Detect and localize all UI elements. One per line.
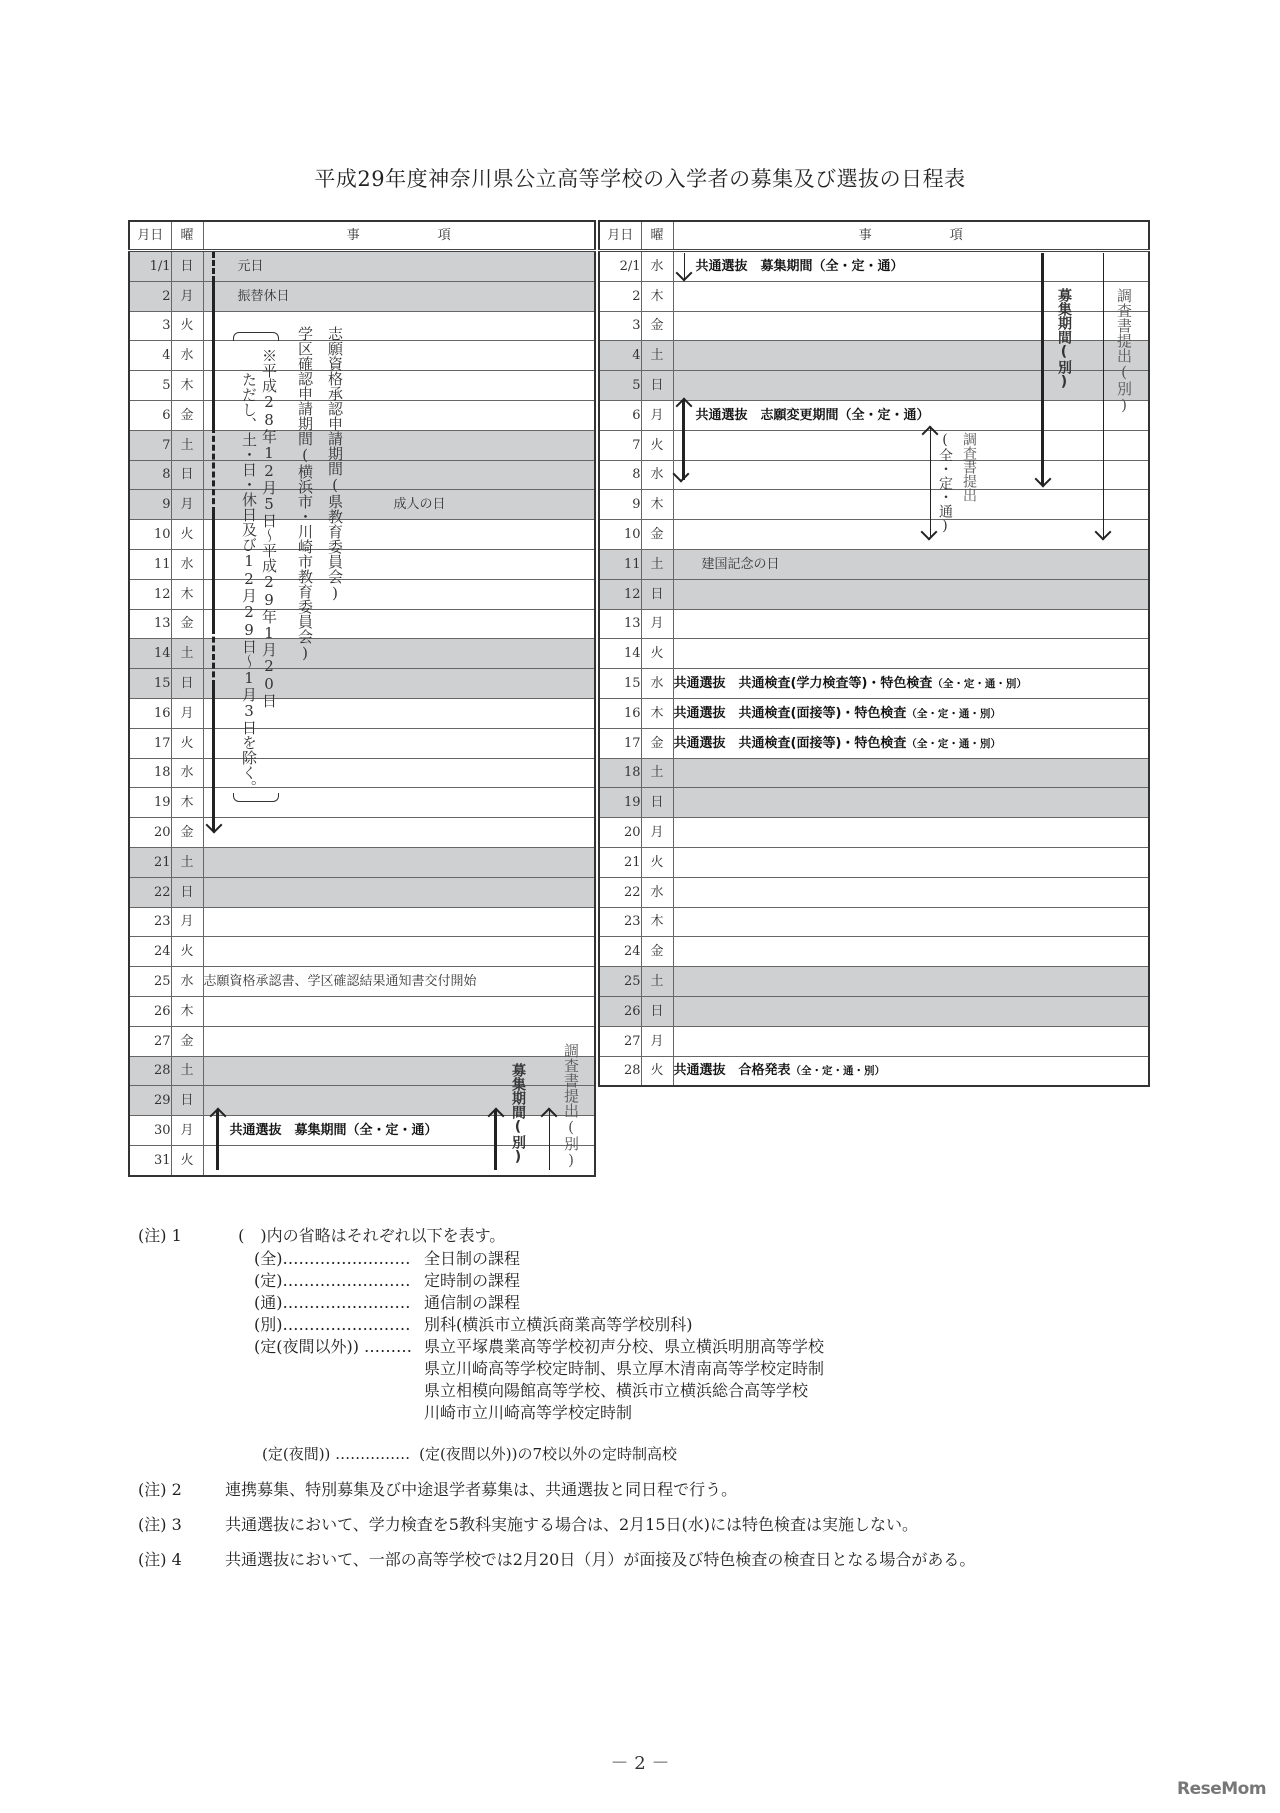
weekday-cell: 土	[171, 847, 203, 877]
table-row	[599, 1026, 1149, 1056]
weekday-cell: 水	[171, 758, 203, 788]
event-cell	[673, 549, 1149, 579]
table-row	[129, 698, 595, 728]
event-cell	[673, 371, 1149, 401]
table-row	[599, 877, 1149, 907]
header-date: 月日	[129, 221, 171, 251]
event-cell	[203, 758, 595, 788]
event-text: 共通選抜 合格発表	[673, 1063, 791, 1079]
note-4-label: (注) 4	[138, 1550, 182, 1569]
chosasho-betsu-arrow-down-icon	[1103, 253, 1104, 538]
table-header	[129, 221, 595, 251]
date-cell: 25	[129, 967, 171, 997]
date-cell: 9	[129, 490, 171, 520]
weekday-cell: 木	[171, 996, 203, 1026]
weekday-cell: 火	[641, 1056, 673, 1086]
weekday-cell: 金	[171, 609, 203, 639]
date-cell: 7	[129, 430, 171, 460]
weekday-cell: 木	[171, 371, 203, 401]
period-dashed-line	[212, 252, 215, 282]
course-suffix: （全・定・通・別）	[790, 1065, 886, 1078]
table-row	[129, 758, 595, 788]
jan-exclusion-note: ただし、土・日・休日及び12月29日〜1月3日を除く。	[240, 372, 258, 795]
date-cell: 21	[129, 847, 171, 877]
abbreviation-row	[254, 1290, 520, 1313]
resemom-logo: ReseMom	[1177, 1779, 1267, 1799]
date-cell: 4	[599, 341, 641, 371]
weekday-cell: 土	[171, 1056, 203, 1086]
event-cell	[673, 490, 1149, 520]
date-cell: 7	[599, 430, 641, 460]
event-cell	[673, 758, 1149, 788]
event-cell	[673, 937, 1149, 967]
event-text: 共通選抜 志願変更期間（全・定・通）	[695, 407, 930, 423]
event-text: 振替休日	[237, 288, 290, 304]
table-row	[599, 609, 1149, 639]
weekday-cell: 日	[641, 579, 673, 609]
weekday-cell: 火	[171, 1145, 203, 1175]
event-cell	[203, 996, 595, 1026]
jan-period-dates: ※平成28年12月5日〜平成29年1月20日	[260, 348, 278, 708]
january-rows	[129, 251, 595, 1176]
date-cell: 2	[599, 281, 641, 311]
date-cell: 5	[129, 371, 171, 401]
event-text: 共通選抜 共通検査(面接等)・特色検査	[673, 735, 907, 751]
abbr-value: (定(夜間以外))の7校以外の定時制高校	[419, 1445, 678, 1463]
header-event: 事 項	[203, 221, 595, 251]
event-cell	[203, 1145, 595, 1175]
abbreviation-row	[254, 1268, 520, 1291]
note-1-text: ( )内の省略はそれぞれ以下を表す。	[238, 1226, 506, 1245]
table-row	[599, 907, 1149, 937]
event-cell	[673, 579, 1149, 609]
abbr-key: (定(夜間)) ……………	[262, 1445, 411, 1463]
weekday-cell: 金	[171, 1026, 203, 1056]
table-row	[129, 371, 595, 401]
table-row	[599, 728, 1149, 758]
date-cell: 24	[129, 937, 171, 967]
table-row	[129, 967, 595, 997]
bosyu-betsu-arrow-up-icon	[494, 1110, 497, 1170]
feb-bosyu-betsu-label: 募集期間(別)	[1056, 288, 1072, 390]
abbreviation-continuation: 県立相模向陽館高等学校、横浜市立横浜総合高等学校	[424, 1381, 809, 1400]
feb-chosasho-title: 調査書提出	[961, 432, 977, 502]
event-cell	[673, 251, 1149, 282]
date-cell: 29	[129, 1086, 171, 1116]
table-row	[129, 460, 595, 490]
date-cell: 18	[599, 758, 641, 788]
note-4-text: 共通選抜において、一部の高等学校では2月20日（月）が面接及び特色検査の検査日となる場合がある。	[225, 1550, 976, 1569]
weekday-cell: 日	[171, 1086, 203, 1116]
table-row	[599, 996, 1149, 1026]
table-row	[129, 1026, 595, 1056]
weekday-cell: 水	[641, 877, 673, 907]
brace-top	[233, 332, 279, 341]
weekday-cell: 日	[171, 877, 203, 907]
date-cell: 11	[129, 549, 171, 579]
date-cell: 16	[129, 698, 171, 728]
date-cell: 6	[129, 400, 171, 430]
event-cell	[673, 341, 1149, 371]
header-weekday: 曜	[641, 221, 673, 251]
period-arrow-down-icon	[212, 686, 215, 831]
weekday-cell: 木	[641, 698, 673, 728]
date-cell: 15	[599, 669, 641, 699]
chosasho-betsu-arrow-up-icon	[549, 1110, 550, 1170]
date-cell: 13	[599, 609, 641, 639]
table-row	[129, 520, 595, 550]
weekday-cell: 日	[171, 460, 203, 490]
event-cell	[673, 967, 1149, 997]
table-row	[599, 937, 1149, 967]
date-cell: 28	[129, 1056, 171, 1086]
weekday-cell: 金	[641, 520, 673, 550]
table-row	[129, 818, 595, 848]
date-cell: 5	[599, 371, 641, 401]
weekday-cell: 月	[171, 1116, 203, 1146]
weekday-cell: 月	[641, 818, 673, 848]
abbr-value: 通信制の課程	[424, 1293, 521, 1312]
table-row	[599, 788, 1149, 818]
event-text: 成人の日	[393, 497, 446, 513]
date-cell: 27	[129, 1026, 171, 1056]
table-row	[599, 520, 1149, 550]
table-row	[129, 996, 595, 1026]
course-suffix: （全・定・通・別）	[906, 737, 1001, 750]
date-cell: 23	[129, 907, 171, 937]
abbr-value: 全日制の課程	[424, 1249, 521, 1268]
weekday-cell: 月	[641, 400, 673, 430]
weekday-cell: 月	[171, 698, 203, 728]
table-row	[129, 907, 595, 937]
date-cell: 3	[129, 311, 171, 341]
weekday-cell: 火	[641, 639, 673, 669]
event-cell	[203, 907, 595, 937]
date-cell: 26	[129, 996, 171, 1026]
event-cell	[203, 937, 595, 967]
weekday-cell: 火	[171, 520, 203, 550]
feb-chosasho-course: (全・定・通)	[937, 432, 953, 534]
table-row	[599, 579, 1149, 609]
period-dashed-line	[212, 628, 215, 686]
event-cell	[673, 818, 1149, 848]
table-row	[129, 251, 595, 282]
weekday-cell: 水	[641, 669, 673, 699]
date-cell: 31	[129, 1145, 171, 1175]
date-cell: 17	[129, 728, 171, 758]
jan-gakku-label: 学区確認申請期間(横浜市・川崎市教育委員会)	[296, 326, 314, 662]
date-cell: 8	[129, 460, 171, 490]
abbr-key: (定(夜間以外)) ………	[254, 1337, 413, 1356]
date-cell: 6	[599, 400, 641, 430]
table-row	[599, 967, 1149, 997]
weekday-cell: 月	[171, 907, 203, 937]
event-cell	[203, 1056, 595, 1086]
event-cell	[673, 996, 1149, 1026]
abbreviation-row	[254, 1334, 824, 1357]
event-cell	[673, 639, 1149, 669]
table-row	[599, 698, 1149, 728]
event-cell	[673, 907, 1149, 937]
date-cell: 23	[599, 907, 641, 937]
weekday-cell: 日	[171, 669, 203, 699]
chosasho-arrow-up-icon	[930, 428, 931, 538]
weekday-cell: 土	[171, 430, 203, 460]
note-3-text: 共通選抜において、学力検査を5教科実施する場合は、2月15日(水)には特色検査は実施しない。	[225, 1515, 918, 1534]
jan-chosasho-betsu-label: 調査書提出(別)	[562, 1043, 580, 1169]
date-cell: 18	[129, 758, 171, 788]
weekday-cell: 月	[641, 1026, 673, 1056]
date-cell: 22	[129, 877, 171, 907]
date-cell: 11	[599, 549, 641, 579]
event-cell	[203, 877, 595, 907]
table-row	[599, 490, 1149, 520]
date-cell: 20	[129, 818, 171, 848]
abbr-value: 定時制の課程	[424, 1271, 521, 1290]
weekday-cell: 日	[171, 251, 203, 282]
period-dashed-line	[212, 427, 215, 513]
abbreviation-continuation: 川崎市立川崎高等学校定時制	[424, 1403, 633, 1422]
date-cell: 14	[599, 639, 641, 669]
date-cell: 30	[129, 1116, 171, 1146]
table-header	[599, 221, 1149, 251]
event-cell	[203, 847, 595, 877]
jan-shigan-label: 志願資格承認申請期間(県教育委員会)	[326, 326, 344, 602]
event-cell	[673, 609, 1149, 639]
weekday-cell: 金	[641, 728, 673, 758]
date-cell: 20	[599, 818, 641, 848]
event-cell	[673, 698, 1149, 728]
weekday-cell: 火	[641, 847, 673, 877]
header-weekday: 曜	[171, 221, 203, 251]
date-cell: 9	[599, 490, 641, 520]
event-text: 元日	[237, 258, 264, 274]
feb-chosasho-betsu-label: 調査書提出(別)	[1115, 288, 1133, 414]
event-cell	[673, 520, 1149, 550]
event-text: 共通選抜 募集期間（全・定・通）	[229, 1123, 438, 1138]
event-cell	[203, 251, 595, 282]
date-cell: 1/1	[129, 251, 171, 282]
table-row	[599, 758, 1149, 788]
weekday-cell: 火	[171, 311, 203, 341]
note-2-label: (注) 2	[138, 1480, 182, 1499]
weekday-cell: 水	[641, 251, 673, 282]
abbr-value: 別科(横浜市立横浜商業高等学校別科)	[424, 1315, 693, 1334]
weekday-cell: 土	[641, 549, 673, 579]
weekday-cell: 水	[171, 341, 203, 371]
event-cell	[673, 1056, 1149, 1086]
date-cell: 28	[599, 1056, 641, 1086]
date-cell: 12	[129, 579, 171, 609]
date-cell: 4	[129, 341, 171, 371]
bosyu-arrow-down-icon	[684, 253, 685, 279]
event-cell	[673, 1026, 1149, 1056]
weekday-cell: 日	[641, 371, 673, 401]
table-row	[129, 877, 595, 907]
weekday-cell: 木	[641, 490, 673, 520]
weekday-cell: 火	[641, 430, 673, 460]
date-cell: 19	[599, 788, 641, 818]
note-2-text: 連携募集、特別募集及び中途退学者募集は、共通選抜と同日程で行う。	[225, 1480, 738, 1499]
date-cell: 12	[599, 579, 641, 609]
table-row	[599, 847, 1149, 877]
event-cell	[203, 281, 595, 311]
period-solid-line	[212, 513, 215, 628]
table-row	[129, 579, 595, 609]
event-text: 共通選抜 募集期間（全・定・通）	[695, 258, 904, 274]
table-row	[129, 609, 595, 639]
event-cell	[673, 311, 1149, 341]
table-row	[129, 728, 595, 758]
event-cell	[203, 1086, 595, 1116]
table-row	[129, 639, 595, 669]
table-row	[129, 937, 595, 967]
weekday-cell: 土	[171, 639, 203, 669]
event-cell	[673, 669, 1149, 699]
weekday-cell: 木	[171, 788, 203, 818]
date-cell: 14	[129, 639, 171, 669]
event-text: 建国記念の日	[701, 556, 780, 572]
event-cell	[673, 460, 1149, 490]
weekday-cell: 土	[641, 967, 673, 997]
date-cell: 17	[599, 728, 641, 758]
date-cell: 24	[599, 937, 641, 967]
table-row	[129, 281, 595, 311]
note-1-label: (注) 1	[138, 1226, 182, 1245]
table-row	[599, 818, 1149, 848]
date-cell: 15	[129, 669, 171, 699]
course-suffix: （全・定・通・別）	[906, 707, 1001, 720]
weekday-cell: 土	[641, 341, 673, 371]
event-cell	[673, 728, 1149, 758]
table-row	[599, 1056, 1149, 1086]
event-cell	[673, 877, 1149, 907]
table-row	[129, 400, 595, 430]
abbr-key: (定)……………………	[254, 1271, 411, 1290]
table-row	[129, 341, 595, 371]
page-number: － 2 －	[610, 1753, 670, 1774]
date-cell: 8	[599, 460, 641, 490]
weekday-cell: 土	[641, 758, 673, 788]
jan-bosyu-betsu-label: 募集期間(別)	[510, 1063, 526, 1165]
date-cell: 27	[599, 1026, 641, 1056]
weekday-cell: 日	[641, 788, 673, 818]
table-row	[129, 430, 595, 460]
weekday-cell: 木	[641, 907, 673, 937]
january-schedule-table	[128, 220, 596, 1177]
date-cell: 10	[599, 520, 641, 550]
event-text: 共通選抜 共通検査(面接等)・特色検査	[673, 705, 907, 721]
date-cell: 25	[599, 967, 641, 997]
period-solid-line	[212, 282, 215, 427]
date-cell: 22	[599, 877, 641, 907]
event-text: 共通選抜 共通検査(学力検査等)・特色検査	[673, 676, 933, 692]
weekday-cell: 日	[641, 996, 673, 1026]
table-row	[129, 847, 595, 877]
event-cell	[673, 281, 1149, 311]
note-3-label: (注) 3	[138, 1515, 182, 1534]
abbreviation-continuation: 県立川崎高等学校定時制、県立厚木清南高等学校定時制	[424, 1359, 825, 1378]
abbreviation-row	[254, 1312, 693, 1335]
weekday-cell: 水	[171, 967, 203, 997]
event-cell	[203, 1116, 595, 1146]
weekday-cell: 金	[171, 818, 203, 848]
event-cell	[673, 400, 1149, 430]
date-cell: 13	[129, 609, 171, 639]
event-cell	[673, 430, 1149, 460]
weekday-cell: 月	[171, 490, 203, 520]
weekday-cell: 水	[641, 460, 673, 490]
event-cell	[673, 788, 1149, 818]
table-row	[599, 549, 1149, 579]
table-row	[129, 788, 595, 818]
weekday-cell: 木	[171, 579, 203, 609]
table-row	[129, 490, 595, 520]
date-cell: 16	[599, 698, 641, 728]
weekday-cell: 月	[171, 281, 203, 311]
abbr-value: 県立平塚農業高等学校初声分校、県立横浜明朋高等学校	[424, 1337, 825, 1356]
table-row	[599, 669, 1149, 699]
table-row	[129, 549, 595, 579]
weekday-cell: 月	[641, 609, 673, 639]
weekday-cell: 木	[641, 281, 673, 311]
header-event: 事 項	[673, 221, 1149, 251]
weekday-cell: 水	[171, 549, 203, 579]
date-cell: 2	[129, 281, 171, 311]
abbr-key: (全)……………………	[254, 1249, 411, 1268]
date-cell: 26	[599, 996, 641, 1026]
event-cell	[203, 1026, 595, 1056]
event-cell	[673, 847, 1149, 877]
bosyu-arrow-up-icon	[216, 1110, 219, 1170]
weekday-cell: 金	[641, 937, 673, 967]
date-cell: 3	[599, 311, 641, 341]
weekday-cell: 金	[171, 400, 203, 430]
abbr-key: (通)……………………	[254, 1293, 411, 1312]
course-suffix: （全・定・通・別）	[932, 678, 1027, 691]
header-date: 月日	[599, 221, 641, 251]
event-text: 志願資格承認書、学区確認結果通知書交付開始	[203, 974, 477, 990]
date-cell: 19	[129, 788, 171, 818]
bosyu-betsu-arrow-down-icon	[1041, 253, 1044, 485]
date-cell: 21	[599, 847, 641, 877]
table-row	[129, 311, 595, 341]
abbr-key: (別)……………………	[254, 1315, 411, 1334]
page-title: 平成29年度神奈川県公立高等学校の入学者の募集及び選抜の日程表	[314, 167, 966, 191]
weekday-cell: 金	[641, 311, 673, 341]
event-cell	[203, 728, 595, 758]
event-cell	[203, 818, 595, 848]
abbreviation-row	[254, 1246, 520, 1269]
weekday-cell: 火	[171, 728, 203, 758]
event-cell	[203, 967, 595, 997]
weekday-cell: 火	[171, 937, 203, 967]
table-row	[129, 669, 595, 699]
table-row	[599, 639, 1149, 669]
date-cell: 2/1	[599, 251, 641, 282]
date-cell: 10	[129, 520, 171, 550]
